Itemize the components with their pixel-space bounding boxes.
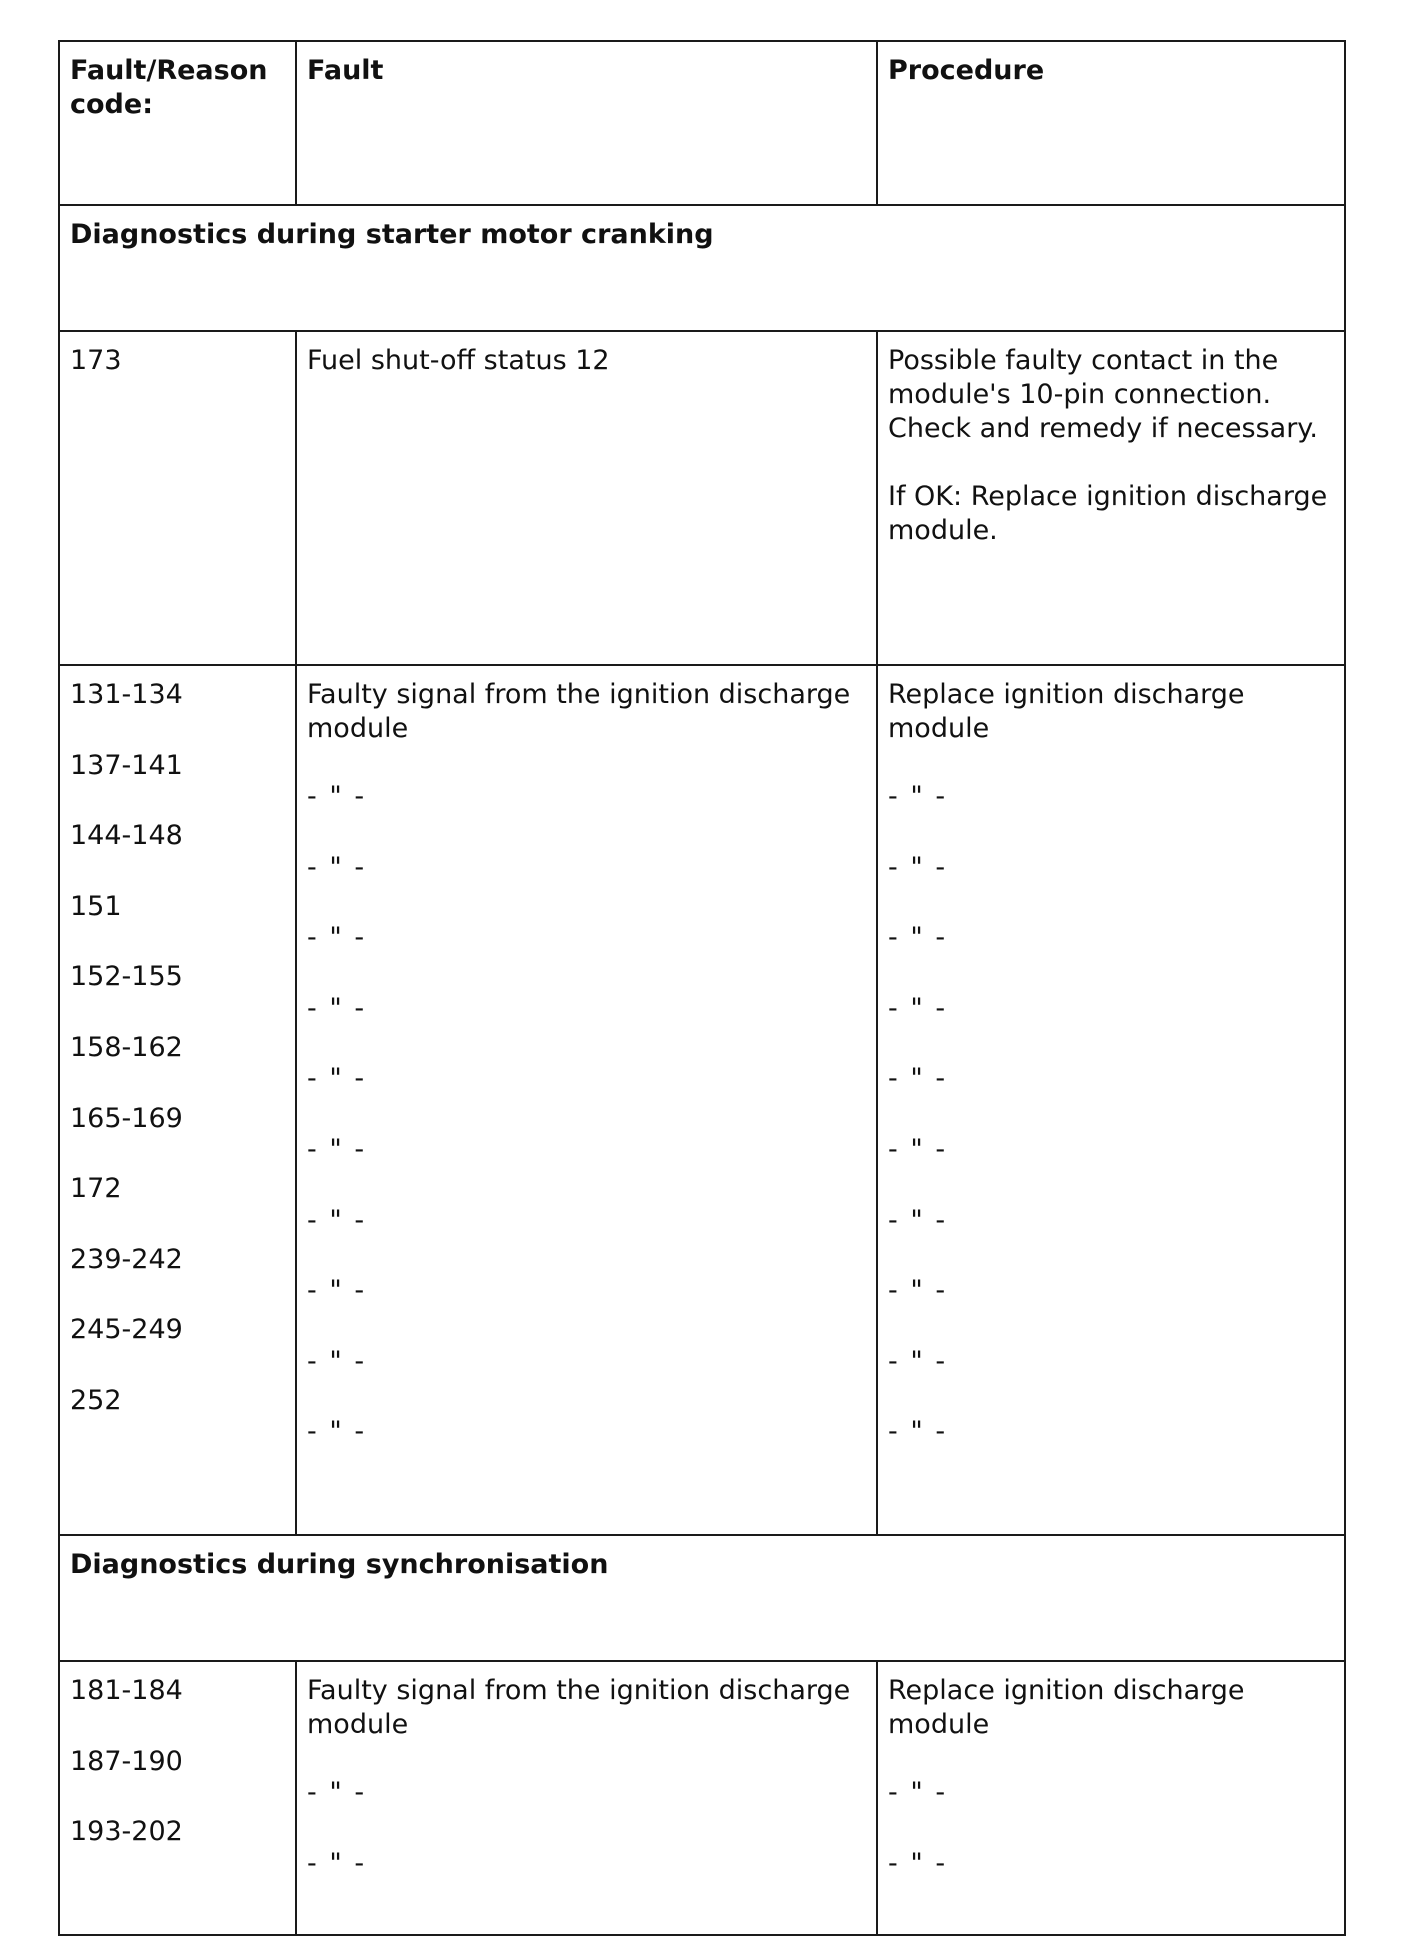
ditto-mark: - " - bbox=[888, 1063, 948, 1095]
ditto-mark: - " - bbox=[888, 781, 948, 812]
ditto-mark: - " - bbox=[307, 1204, 367, 1236]
ditto-mark: - " - bbox=[307, 922, 367, 954]
procedure-cell bbox=[877, 665, 1345, 1535]
procedure-text: Replace ignition discharge module bbox=[888, 679, 1245, 744]
ditto-mark: - " - bbox=[307, 1133, 367, 1165]
fault-code: 187-190 bbox=[70, 1745, 183, 1777]
fault-code: 181-184 bbox=[70, 1675, 183, 1706]
ditto-mark: - " - bbox=[888, 1847, 948, 1879]
procedure-cell bbox=[877, 1661, 1345, 1935]
fault-code: 173 bbox=[70, 345, 122, 376]
fault-code: 137-141 bbox=[70, 749, 183, 781]
ditto-mark: - " - bbox=[307, 1416, 367, 1448]
fault-cell bbox=[296, 331, 877, 665]
ditto-mark: - " - bbox=[888, 1345, 948, 1377]
code-cell bbox=[59, 331, 296, 665]
procedure-cell bbox=[877, 331, 1345, 665]
procedure-text: Replace ignition discharge module bbox=[888, 1675, 1245, 1740]
ditto-mark: - " - bbox=[888, 1204, 948, 1236]
fault-code: 165-169 bbox=[70, 1102, 183, 1134]
table-row bbox=[59, 1661, 1345, 1935]
ditto-mark: - " - bbox=[307, 1063, 367, 1095]
fault-code: 131-134 bbox=[70, 679, 183, 710]
fault-cell bbox=[296, 1661, 877, 1935]
table-row bbox=[59, 331, 1345, 665]
fault-code: 144-148 bbox=[70, 820, 183, 852]
fault-text: Faulty signal from the ignition discharge module bbox=[307, 679, 851, 744]
section-row bbox=[59, 205, 1345, 331]
code-cell bbox=[59, 665, 296, 1535]
paragraph-gap bbox=[888, 446, 1334, 480]
ditto-mark: - " - bbox=[888, 851, 948, 883]
ditto-mark: - " - bbox=[888, 1416, 948, 1448]
fault-code: 245-249 bbox=[70, 1314, 183, 1346]
ditto-mark: - " - bbox=[888, 1777, 948, 1808]
fault-code: 151 bbox=[70, 890, 122, 922]
section-title: Diagnostics during synchronisation bbox=[59, 1535, 1345, 1661]
ditto-mark: - " - bbox=[888, 1133, 948, 1165]
fault-cell bbox=[296, 665, 877, 1535]
ditto-mark: - " - bbox=[307, 781, 367, 812]
fault-text: Fuel shut-off status 12 bbox=[307, 345, 610, 376]
section-row bbox=[59, 1535, 1345, 1661]
fault-code: 239-242 bbox=[70, 1243, 183, 1275]
fault-code: 172 bbox=[70, 1173, 122, 1205]
ditto-mark: - " - bbox=[307, 992, 367, 1024]
section-title: Diagnostics during starter motor cranking bbox=[59, 205, 1345, 331]
ditto-mark: - " - bbox=[307, 1275, 367, 1307]
fault-code: 152-155 bbox=[70, 961, 183, 993]
ditto-mark: - " - bbox=[888, 1275, 948, 1307]
procedure-text: Possible faulty contact in the module's 10-pin connection. Check and remedy if necessary. bbox=[888, 345, 1319, 444]
ditto-mark: - " - bbox=[307, 851, 367, 883]
ditto-mark: - " - bbox=[888, 992, 948, 1024]
ditto-mark: - " - bbox=[888, 922, 948, 954]
header-code: Fault/Reason code: bbox=[59, 41, 296, 205]
procedure-text: If OK: Replace ignition discharge module. bbox=[888, 481, 1328, 546]
header-procedure: Procedure bbox=[877, 41, 1345, 205]
table-row bbox=[59, 665, 1345, 1535]
document-page bbox=[58, 40, 1344, 1940]
ditto-mark: - " - bbox=[307, 1777, 367, 1808]
ditto-mark: - " - bbox=[307, 1345, 367, 1377]
header-fault: Fault bbox=[296, 41, 877, 205]
code-cell bbox=[59, 1661, 296, 1935]
ditto-mark: - " - bbox=[307, 1847, 367, 1879]
fault-code: 158-162 bbox=[70, 1031, 183, 1063]
fault-code: 193-202 bbox=[70, 1816, 183, 1848]
table-header-row bbox=[59, 41, 1345, 205]
fault-code-table bbox=[58, 40, 1346, 1936]
fault-code: 252 bbox=[70, 1384, 122, 1416]
fault-text: Faulty signal from the ignition discharge module bbox=[307, 1675, 851, 1740]
